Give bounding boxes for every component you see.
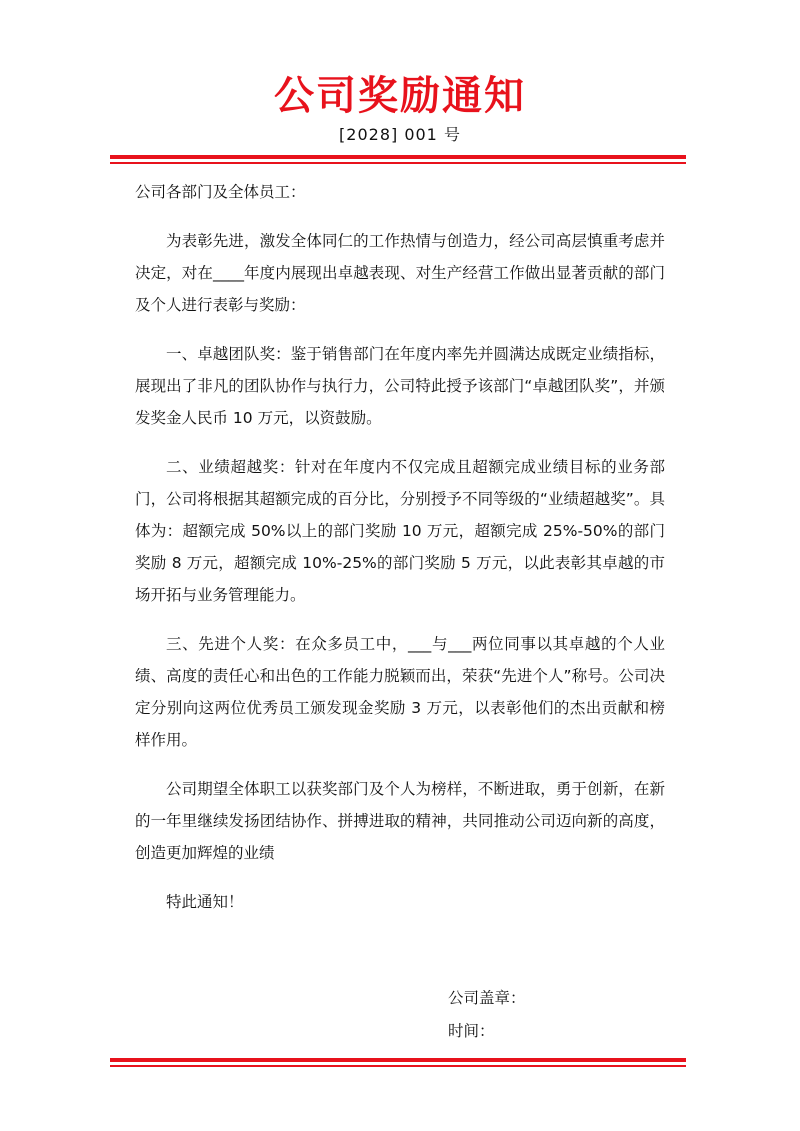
header-divider-thin-line — [110, 162, 686, 164]
paragraph-individual-award: 三、先进个人奖：在众多员工中，___与___两位同事以其卓越的个人业绩、高度的责任心和出色的工作能力脱颖而出，荣获“先进个人”称号。公司决定分别向这两位优秀员工颁发现金奖励 3 万元，以表彰他们的杰出贡献和榜样作用。 — [135, 635, 665, 749]
date-label: 时间： — [448, 1022, 495, 1040]
header-divider — [110, 155, 686, 164]
paragraph-closing: 公司期望全体职工以获奖部门及个人为榜样，不断进取，勇于创新，在新的一年里继续发扬团结协作、拼搏进取的精神，共同推动公司迈向新的高度，创造更加辉煌的业绩 — [135, 780, 665, 862]
paragraph-performance-award: 二、业绩超越奖：针对在年度内不仅完成且超额完成业绩目标的业务部门，公司将根据其超额完成的百分比，分别授予不同等级的“业绩超越奖”。具体为：超额完成 50%以上的部门奖励 10 万元，超额完成 25%-50%的部门奖励 8 万元，超额完成 10%-25%的部门奖励 5 万元，以此表彰其卓越的市场开拓与业务管理能力。 — [135, 458, 665, 604]
paragraph-team-award: 一、卓越团队奖：鉴于销售部门在年度内率先并圆满达成既定业绩指标，展现出了非凡的团队协作与执行力，公司特此授予该部门“卓越团队奖”，并颁发奖金人民币 10 万元，以资鼓励。 — [135, 345, 665, 427]
notice-body — [135, 176, 665, 935]
notice-title: 公司奖励通知 — [274, 73, 526, 119]
document-number: [2028] 001 号 — [339, 125, 461, 144]
footer-divider — [110, 1058, 686, 1067]
paragraph-notice-end: 特此通知！ — [166, 893, 244, 911]
company-seal-label: 公司盖章： — [448, 989, 526, 1007]
footer-divider-thin-line — [110, 1065, 686, 1067]
salutation: 公司各部门及全体员工： — [135, 183, 306, 201]
paragraph-intro: 为表彰先进，激发全体同仁的工作热情与创造力，经公司高层慎重考虑并决定，对在____年度内展现出卓越表现、对生产经营工作做出显著贡献的部门及个人进行表彰与奖励： — [135, 232, 665, 314]
